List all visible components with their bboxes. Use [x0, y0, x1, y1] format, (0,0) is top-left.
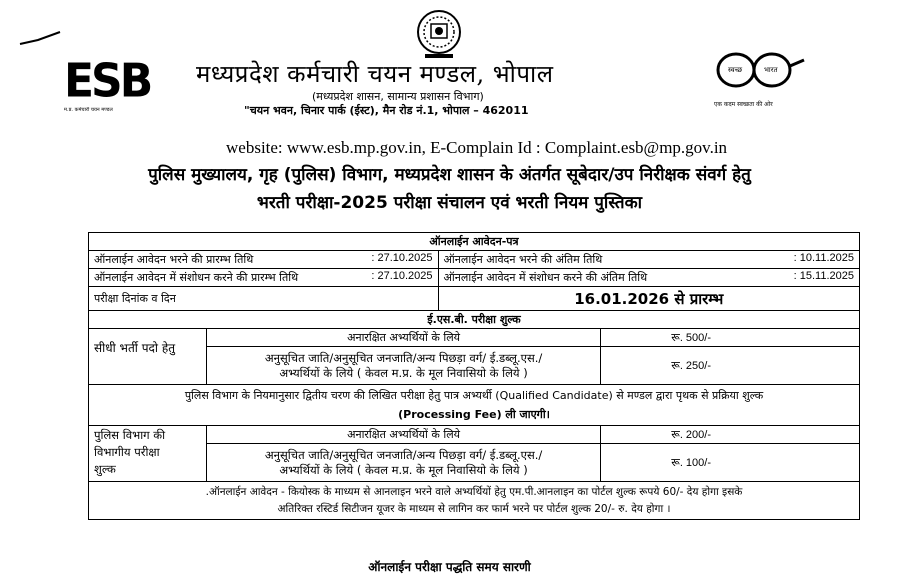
processing-note-line2: (Processing Fee) ली जाएगी।: [398, 408, 550, 421]
processing-fee-note: [89, 385, 860, 426]
dept-label-line3: शुल्क: [94, 462, 116, 476]
spectacles-icon: [710, 40, 806, 100]
direct-reserved-fee: रू. 250/-: [601, 347, 860, 385]
dept-label-line1: पुलिस विभाग की: [94, 428, 166, 442]
reserved-label-line1: अनुसूचित जाति/अनुसूचित जनजाति/अन्य पिछड़ा वर्ग/ ई.डब्लू.एस./: [264, 350, 543, 365]
dept-reserved-line1: अनुसूचित जाति/अनुसूचित जनजाति/अन्य पिछड़ा वर्ग/ ई.डब्लू.एस./: [264, 447, 543, 462]
direct-unreserved-fee: रू. 500/-: [601, 329, 860, 347]
swachh-caption: एक कदम स्वच्छता की ओर: [714, 101, 773, 108]
svg-text:स्वच्छ: स्वच्छ: [728, 66, 743, 74]
document-title-line1: पुलिस मुख्यालय, गृह (पुलिस) विभाग, मध्यप्रदेश शासन के अंतर्गत सूबेदार/उप निरीक्षक संवर्ग हेतु: [148, 165, 751, 185]
start-date-value: : 27.10.2025: [371, 252, 433, 264]
table-row: [89, 251, 860, 269]
processing-note-line1: पुलिस विभाग के नियमानुसार द्वितीय चरण की लिखित परीक्षा हेतु पात्र अभ्यर्थी (Qualified Candidate) से मण्डल द्वारा पृथक से प्रक्रिया शुल्क: [184, 389, 764, 402]
table-row: [89, 426, 860, 444]
esb-logo-text: ESB: [64, 54, 151, 109]
edit-start-cell: [89, 269, 439, 287]
edit-start-label: ऑनलाईन आवेदन में संशोधन करने की प्रारम्भ तिथि: [94, 271, 299, 284]
svg-text:भारत: भारत: [764, 66, 778, 74]
direct-recruitment-label: सीधी भर्ती पदो हेतु: [89, 329, 207, 385]
exam-schedule-heading: ऑनलाईन परीक्षा पद्धति समय सारणी: [368, 560, 531, 574]
table-row: [89, 329, 860, 347]
edit-start-value: : 27.10.2025: [371, 270, 433, 282]
edit-end-value: : 15.11.2025: [793, 270, 854, 282]
kiosk-note-line1: .ऑनलाईन आवेदन - कियोस्क के माध्यम से आनलाइन भरने वाले अभ्यर्थियों हेतु एम.पी.आनलाइन का पोर्टल शुल्क रूपये 60/- देय होगा इसके: [205, 485, 743, 498]
dept-unreserved-fee: रू. 200/-: [601, 426, 860, 444]
dept-reserved-line2: अभ्यर्थियों के लिये ( केवल म.प्र. के मूल निवासियो के लिये ): [279, 462, 528, 477]
start-date-cell: [89, 251, 439, 269]
unreserved-label: अनारक्षित अभ्यर्थियों के लिये: [206, 329, 600, 347]
table-row: [89, 385, 860, 426]
reserved-label: [206, 347, 600, 385]
state-emblem-icon: [413, 8, 465, 62]
departmental-exam-label: [89, 426, 207, 482]
dept-reserved-label: [206, 444, 600, 482]
esb-logo-tagline: म.प्र. कर्मचारी चयन मण्डल: [64, 107, 113, 113]
website-line: website: www.esb.mp.gov.in, E-Complain Id : Complaint.esb@mp.gov.in: [226, 138, 728, 157]
swachh-bharat-logo: [710, 40, 806, 120]
edit-end-label: ऑनलाईन आवेदन में संशोधन करने की अंतिम तिथि: [443, 271, 648, 284]
dept-reserved-fee: रू. 100/-: [601, 444, 860, 482]
dept-unreserved-label: अनारक्षित अभ्यर्थियों के लिये: [206, 426, 600, 444]
table-row: [89, 311, 860, 329]
reserved-label-line2: अभ्यर्थियों के लिये ( केवल म.प्र. के मूल निवासियो के लिये ): [279, 365, 528, 380]
start-date-label: ऑनलाईन आवेदन भरने की प्रारम्भ तिथि: [94, 253, 254, 266]
table-row: [89, 269, 860, 287]
organization-name: मध्यप्रदेश कर्मचारी चयन मण्डल, भोपाल: [196, 60, 554, 88]
end-date-value: : 10.11.2025: [793, 252, 854, 264]
letterhead: [0, 0, 899, 130]
exam-date-value: 16.01.2026 से प्रारम्भ: [438, 287, 859, 311]
end-date-label: ऑनलाईन आवेदन भरने की अंतिम तिथि: [443, 253, 603, 266]
esb-logo: [64, 54, 168, 121]
table-row: [89, 482, 860, 520]
end-date-cell: [438, 251, 859, 269]
exam-date-label: परीक्षा दिनांक व दिन: [89, 287, 439, 311]
schedule-fee-table: [88, 232, 860, 520]
online-form-heading: ऑनलाईन आवेदन-पत्र: [89, 233, 860, 251]
pen-stroke-mark: [18, 28, 62, 48]
department-name: (मध्यप्रदेश शासन, सामान्य प्रशासन विभाग): [312, 90, 484, 103]
dept-label-line2: विभागीय परीक्षा: [94, 445, 160, 459]
office-address: "चयन भवन, चिनार पार्क (ईस्ट), मैन रोड नं.1, भोपाल – 462011: [244, 104, 529, 117]
document-title-line2: भरती परीक्षा-2025 परीक्षा संचालन एवं भरती नियम पुस्तिका: [256, 193, 643, 213]
table-row: [89, 287, 860, 311]
table-row: [89, 233, 860, 251]
fee-heading: ई.एस.बी. परीक्षा शुल्क: [89, 311, 860, 329]
kiosk-fee-note: [89, 482, 860, 520]
kiosk-note-line2: अतिरिक्त रस्टिर्ड सिटीजन यूजर के माध्यम से लागिन कर फार्म भरने पर पोर्टल शुल्क 20/- रु. देय होगा ।: [277, 502, 671, 515]
edit-end-cell: [438, 269, 859, 287]
